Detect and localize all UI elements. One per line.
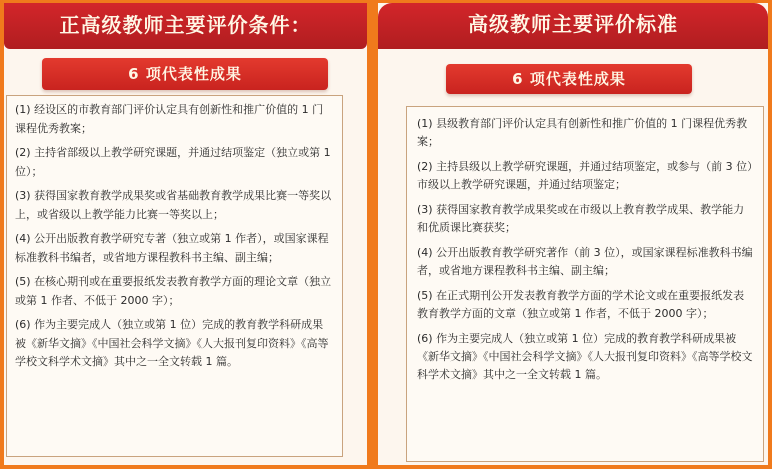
left-item-5: (5) 在核心期刊或在重要报纸发表教育教学方面的理论文章（独立或第 1 作者、不低于 2000 字）；: [15, 275, 332, 307]
left-panel: [4, 3, 367, 465]
right-item-2: (2) 主持县级以上教学研究课题，并通过结项鉴定，或参与（前 3 位）市级以上教学研究课题，并通过结项鉴定；: [417, 160, 753, 191]
right-item-4: (4) 公开出版教育教学研究著作（前 3 位），或国家课程标准教科书编者，或省地方课程教科书主编、副主编；: [417, 246, 753, 277]
right-title: 高级教师主要评价标准: [378, 3, 768, 49]
right-item-1: (1) 县级教育部门评价认定具有创新性和推广价值的 1 门课程优秀教案；: [417, 117, 748, 148]
right-badge: 6 项代表性成果: [446, 64, 692, 94]
right-criteria-box: [406, 106, 764, 462]
right-item-6: (6) 作为主要完成人（独立或第 1 位）完成的教育教学科研成果被《新华文摘》《中国社会科学文摘》《人大报刊复印资料》《高等学校文科学术文摘》其中之一全文转载 1 篇。: [417, 332, 753, 381]
left-title: 正高级教师主要评价条件：: [4, 3, 367, 49]
right-panel: [378, 3, 768, 465]
right-item-5: (5) 在正式期刊公开发表教育教学方面的学术论文或在重要报纸发表教育教学方面的文章（独立或第 1 作者，不低于 2000 字）；: [417, 289, 745, 320]
left-item-4: (4) 公开出版教育教学研究专著（独立或第 1 作者），或国家课程标准教科书编者，或省地方课程教科书主编、副主编；: [15, 232, 329, 264]
left-item-6: (6) 作为主要完成人（独立或第 1 位）完成的教育教学科研成果被《新华文摘》《中国社会科学文摘》《人大报刊复印资料》《高等学校文科学术文摘》其中之一全文转载 1 篇。: [15, 318, 329, 368]
left-item-2: (2) 主持省部级以上教学研究课题，并通过结项鉴定（独立或第 1 位）；: [15, 146, 331, 178]
left-criteria-box: [6, 95, 343, 457]
left-badge: 6 项代表性成果: [42, 58, 328, 90]
left-item-3: (3) 获得国家教育教学成果奖或省基础教育教学成果比赛一等奖以上，或省级以上教学能力比赛一等奖以上；: [15, 189, 332, 221]
left-item-1: (1) 经设区的市教育部门评价认定具有创新性和推广价值的 1 门课程优秀教案；: [15, 103, 324, 135]
right-item-3: (3) 获得国家教育教学成果奖或在市级以上教育教学成果、教学能力和优质课比赛获奖；: [417, 203, 745, 234]
